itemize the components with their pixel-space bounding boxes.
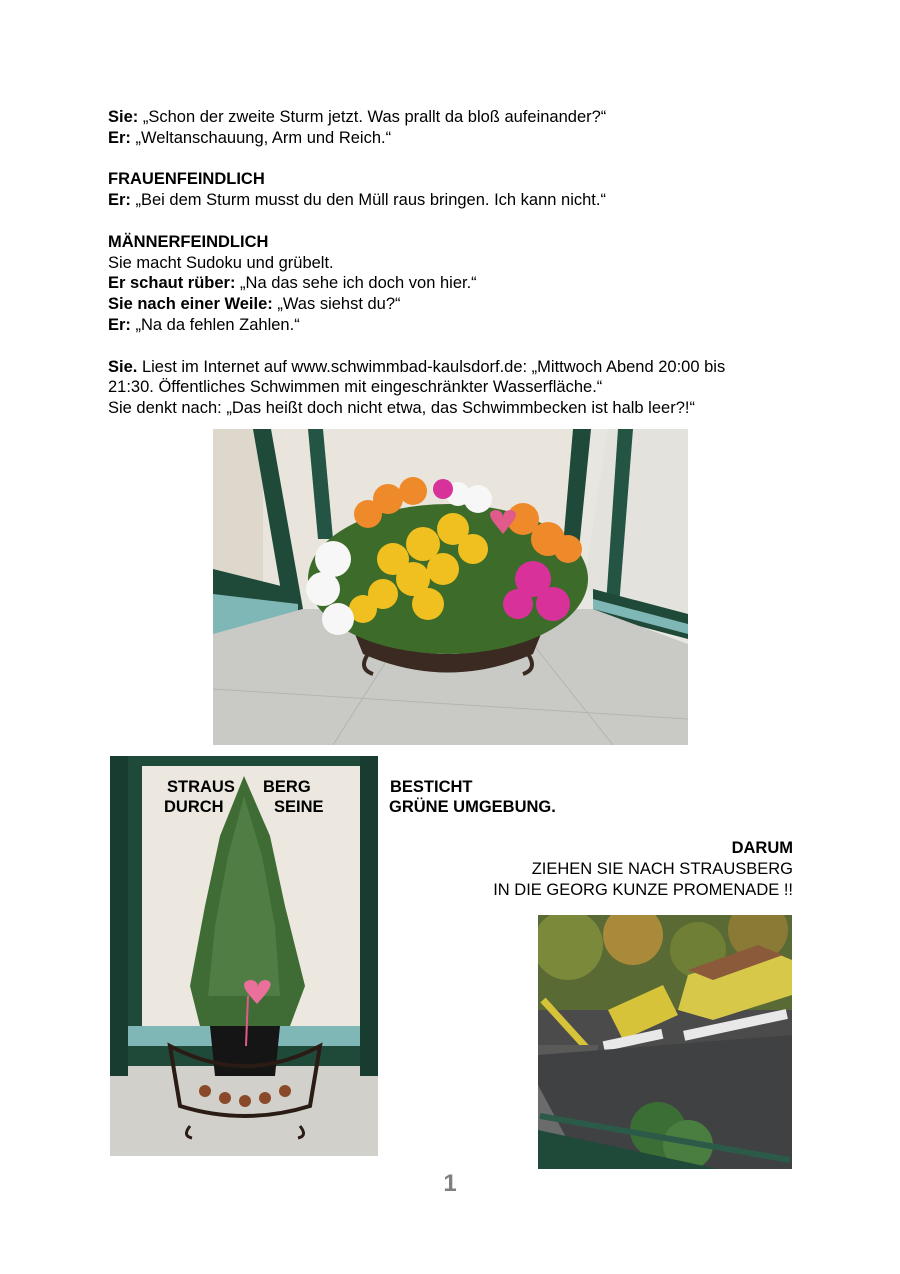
maenner-line-1: Sie macht Sudoku und grübelt. <box>108 253 334 272</box>
pool-line-1 <box>108 357 798 378</box>
maenner-line-4 <box>108 315 798 336</box>
promo-line-2: IN DIE GEORG KUNZE PROMENADE !! <box>493 881 793 899</box>
speaker-label: Er schaut rüber: <box>108 274 236 293</box>
line-text: „Schon der zweite Sturm jetzt. Was prallt da bloß aufeinander?“ <box>138 108 607 126</box>
page-number: 1 <box>443 1170 457 1197</box>
maenner-line-2 <box>108 273 798 294</box>
line-text: „Bei dem Sturm musst du den Müll raus bringen. Ich kann nicht.“ <box>130 191 606 210</box>
line-text: „Na da fehlen Zahlen.“ <box>130 315 300 334</box>
maennerfeindlich-heading: MÄNNERFEINDLICH <box>108 232 269 251</box>
line-text: „Was siehst du?“ <box>272 295 401 314</box>
storm-answer-line <box>108 128 798 149</box>
tree-photo <box>110 756 378 1156</box>
tree-caption-durch: DURCH <box>164 798 224 816</box>
darum-heading: DARUM <box>731 839 793 857</box>
speaker-label: Sie nach einer Weile: <box>108 295 273 314</box>
dialogue-text <box>108 107 798 419</box>
promo-line-1: ZIEHEN SIE NACH STRAUSBERG <box>531 860 793 878</box>
speaker-label: Sie: <box>108 108 139 126</box>
tree-caption-seine: SEINE <box>274 798 324 816</box>
pool-line-2: 21:30. Öffentliches Schwimmen mit eingeschränkter Wasserfläche.“ <box>108 378 603 397</box>
frauen-line <box>108 190 798 211</box>
tree-caption-straus: STRAUS <box>167 778 235 796</box>
storm-question-line <box>108 107 798 128</box>
construction-site-photo <box>538 915 792 1169</box>
speaker-label: Er: <box>108 191 131 210</box>
line-text: „Weltanschauung, Arm und Reich.“ <box>130 128 392 147</box>
tree-caption-berg: BERG <box>263 778 311 796</box>
maenner-line-3 <box>108 294 798 315</box>
slogan-gruene-umgebung: GRÜNE UMGEBUNG. <box>389 798 556 816</box>
pool-line-3: Sie denkt nach: „Das heißt doch nicht etwa, das Schwimmbecken ist halb leer?!“ <box>108 399 695 418</box>
speaker-label: Sie. <box>108 357 138 376</box>
frauenfeindlich-heading: FRAUENFEINDLICH <box>108 170 265 189</box>
slogan-besticht: BESTICHT <box>390 778 473 796</box>
speaker-label: Er: <box>108 315 131 334</box>
line-text: Liest im Internet auf www.schwimmbad-kaulsdorf.de: „Mittwoch Abend 20:00 bis <box>137 357 726 376</box>
line-text: „Na das sehe ich doch von hier.“ <box>235 274 477 293</box>
flower-basket-photo <box>213 429 688 745</box>
speaker-label: Er: <box>108 128 131 147</box>
